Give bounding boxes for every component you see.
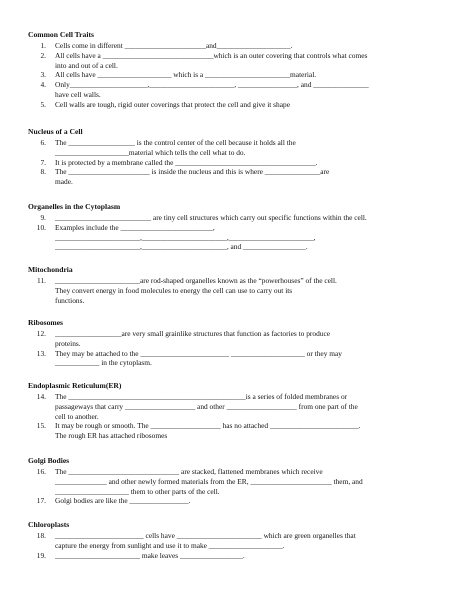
item-number: 1. bbox=[40, 41, 46, 50]
item-text-line: proteins. bbox=[55, 338, 81, 348]
item-text-line: ____________________ them to other parts of the cell. bbox=[55, 486, 220, 496]
item-text-line: They may be attached to the ________________________ ____________________ or they may bbox=[55, 348, 342, 358]
item-number: 12. bbox=[36, 329, 46, 338]
item-text-line: __________________________ are tiny cell structures which carry out specific functions within the cell. bbox=[55, 213, 367, 222]
item-text-line: ________________________ cells have _______________________ which are green organelles that bbox=[55, 531, 356, 540]
item-number: 2. bbox=[40, 50, 46, 60]
item-text-line: Examples include the _________________________, bbox=[55, 222, 215, 232]
section-heading: Ribosomes bbox=[28, 318, 64, 327]
item-text-line: The rough ER has attached ribosomes bbox=[55, 431, 168, 441]
item-number: 15. bbox=[36, 421, 46, 431]
item-text-line: _______________________,_______________________, and _________________. bbox=[55, 242, 308, 252]
item-text-line: passageways that carry ___________________ and other ___________________ from one part of the bbox=[55, 401, 358, 411]
item-text-line: They convert energy in food molecules to energy the cell can use to carry out its bbox=[55, 285, 293, 295]
item-text-line: _______________________,_______________________,_______________________, bbox=[55, 232, 316, 242]
item-text-line: Only_____________________,_______________________, ________________, and _______________ bbox=[55, 80, 369, 90]
item-text-line: __________________are very small grainlike structures that function as factories to produce bbox=[55, 329, 331, 338]
item-text-line: All cells have ____________________ which is a _______________________material. bbox=[55, 70, 317, 80]
item-number: 16. bbox=[36, 467, 46, 476]
section-heading: Nucleus of a Cell bbox=[28, 127, 83, 136]
item-number: 19. bbox=[36, 550, 46, 560]
item-text-line: functions. bbox=[55, 295, 85, 305]
item-text-line: cell to another. bbox=[55, 411, 99, 421]
item-number: 9. bbox=[40, 213, 46, 222]
item-number: 5. bbox=[40, 99, 46, 109]
item-text-line: The ________________________________________________is a series of folded membranes or bbox=[55, 392, 348, 401]
item-text-line: Cells come in different ______________________and____________________. bbox=[55, 41, 293, 50]
item-text-line: Golgi bodies are like the ________________. bbox=[55, 496, 191, 506]
item-text-line: The __________________ is the control center of the cell because it holds all the bbox=[55, 138, 296, 147]
item-number: 6. bbox=[40, 138, 46, 147]
item-text-line: The ______________________ is inside the nucleus and this is where _______________are bbox=[55, 167, 330, 177]
section-heading: Endoplasmic Reticulum(ER) bbox=[28, 381, 122, 390]
item-text-line: ____________________material which tells the cell what to do. bbox=[55, 147, 246, 157]
item-number: 14. bbox=[36, 392, 46, 401]
section-heading: Common Cell Traits bbox=[28, 30, 94, 39]
item-text-line: ______________ and other newly formed materials from the ER, ______________________ them, and bbox=[55, 476, 363, 486]
item-number: 13. bbox=[36, 348, 46, 358]
item-number: 8. bbox=[40, 167, 46, 177]
item-number: 18. bbox=[36, 531, 46, 540]
item-text-line: _______________________ make leaves _________________. bbox=[55, 550, 245, 560]
item-number: 10. bbox=[36, 222, 46, 232]
item-text-line: ____________ in the cytoplasm. bbox=[55, 358, 152, 368]
item-text-line: All cells have a ______________________________which is an outer covering that controls what comes bbox=[55, 50, 368, 60]
item-number: 7. bbox=[40, 157, 46, 167]
item-text-line: The ______________________________ are stacked, flattened membranes which receive bbox=[55, 467, 323, 476]
item-text-line: It is protected by a membrane called the ______________________________________. bbox=[55, 157, 318, 167]
section-heading: Organelles in the Cytoplasm bbox=[28, 202, 121, 211]
item-number: 11. bbox=[37, 276, 46, 285]
item-text-line: capture the energy from sunlight and use it to make ____________________. bbox=[55, 540, 285, 550]
item-text-line: _______________________are rod-shaped organelles known as the “powerhouses” of the cell. bbox=[55, 276, 337, 285]
section-heading: Golgi Bodies bbox=[28, 456, 70, 465]
item-number: 17. bbox=[36, 496, 46, 506]
item-number: 4. bbox=[40, 80, 46, 90]
item-text-line: into and out of a cell. bbox=[55, 60, 118, 70]
item-text-line: Cell walls are tough, rigid outer coverings that protect the cell and give it shape bbox=[55, 99, 290, 109]
item-text-line: have cell walls. bbox=[55, 90, 101, 99]
item-number: 3. bbox=[40, 70, 46, 80]
item-text-line: made. bbox=[55, 177, 73, 187]
section-heading: Chloroplasts bbox=[28, 520, 70, 529]
section-heading: Mitochondria bbox=[28, 265, 73, 274]
item-text-line: It may be rough or smooth. The ___________________ has no attached ________________________. bbox=[55, 421, 361, 431]
